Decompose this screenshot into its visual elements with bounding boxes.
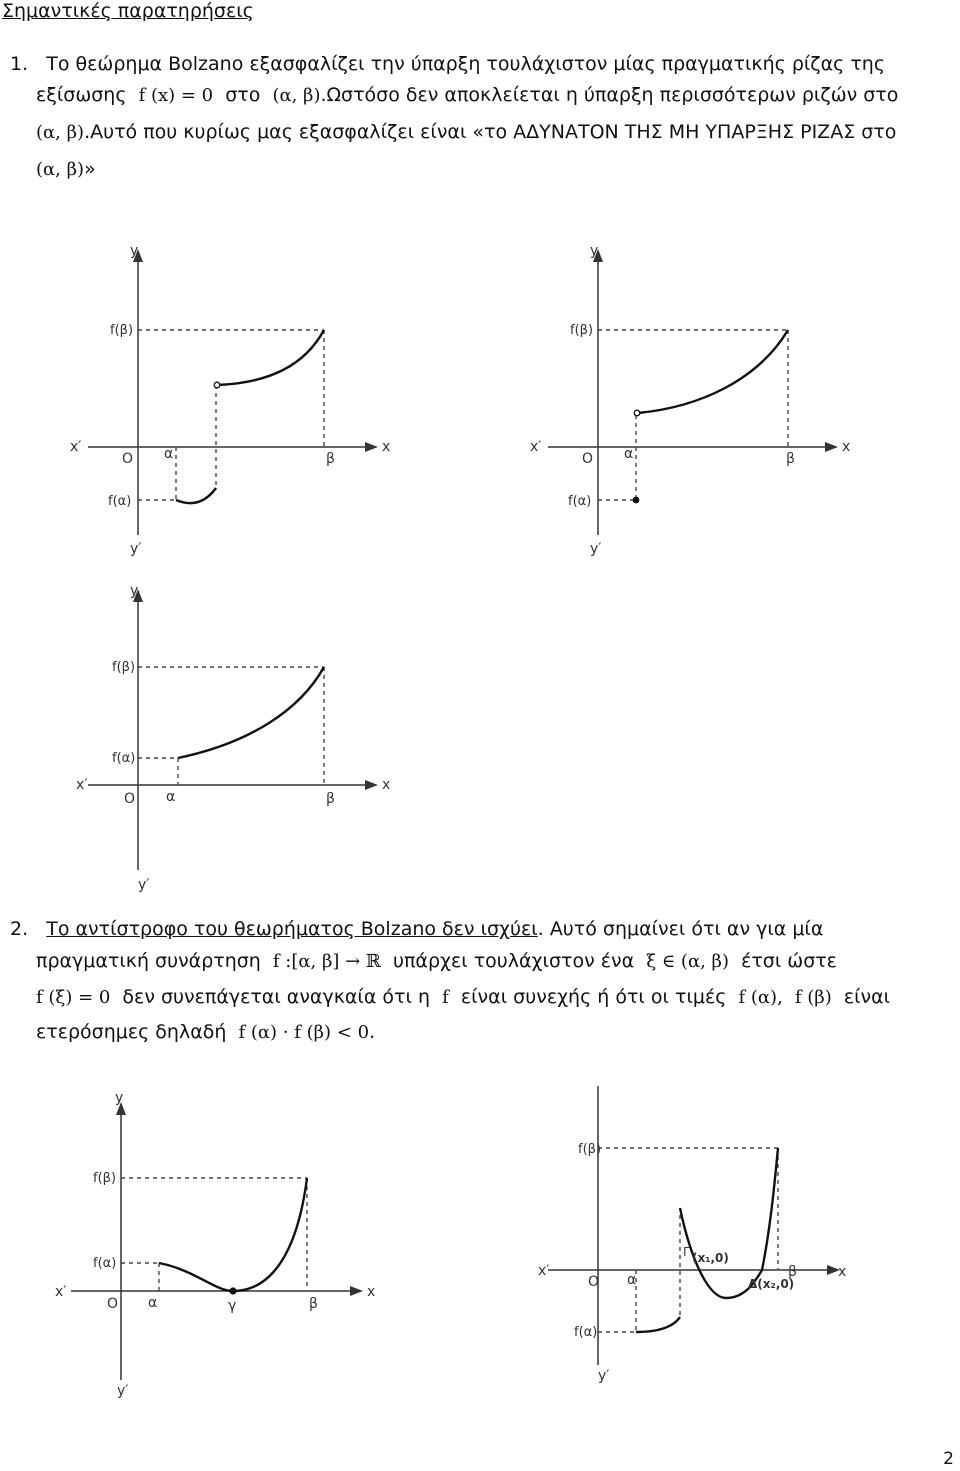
label-x-prime: x′ <box>55 1284 67 1300</box>
label-fb: f(β) <box>578 1142 602 1157</box>
note2-underlined: Το αντίστροφο του θεωρήματος Bolzano δεν ισχύει <box>46 918 538 940</box>
label-y: y <box>590 243 599 259</box>
label-y: y <box>130 243 139 259</box>
label-x: x <box>382 439 391 455</box>
note2-text2b: υπάρχει τουλάχιστον ένα <box>393 950 635 972</box>
note2-text1: . Αυτό σημαίνει ότι αν για μία <box>537 918 824 940</box>
label-fa: f(α) <box>93 1256 117 1271</box>
label-origin: O <box>588 1274 600 1290</box>
figure-no-root <box>60 575 400 895</box>
product-inequality: f (α) · f (β) < 0 <box>238 1022 370 1043</box>
label-fa: f(α) <box>108 494 132 509</box>
label-x-prime: x′ <box>530 439 542 455</box>
note1-number: 1. <box>10 53 29 75</box>
label-x-prime: x′ <box>538 1263 550 1279</box>
label-gamma: γ <box>228 1298 237 1314</box>
xi-in-interval: ξ ∈ (α, β) <box>646 951 729 972</box>
label-y-prime: y′ <box>130 541 142 557</box>
note2-line1 <box>10 917 823 941</box>
label-x: x <box>367 1284 376 1300</box>
curve-upper-branch <box>217 330 324 385</box>
curve-lower-branch <box>636 1317 680 1332</box>
label-y-prime: y′ <box>138 877 150 893</box>
label-fa: f(α) <box>112 751 136 766</box>
note1-text1: Το θεώρημα Bolzano εξασφαλίζει την ύπαρξη τουλάχιστον μίας πραγματικής ρίζας της <box>46 53 885 75</box>
x-arrow-icon <box>350 1286 363 1296</box>
note1-text2b: στο <box>225 84 261 106</box>
curve-lower-branch <box>176 488 216 503</box>
note1-text2c: .Ωστόσο δεν αποκλείεται η ύπαρξη περισσότερων ριζών στο <box>320 84 899 106</box>
label-fb: f(β) <box>93 1171 117 1186</box>
label-alpha: α <box>164 446 174 462</box>
label-origin: O <box>582 451 594 467</box>
note2-text4a: ετερόσημες δηλαδή <box>36 1021 227 1043</box>
label-alpha: α <box>166 789 176 805</box>
label-root-x2: Δ(x₂,0) <box>748 1277 795 1291</box>
note1-line4 <box>36 157 96 182</box>
page-number: 2 <box>943 1449 954 1469</box>
note2-text2a: πραγματική συνάρτηση <box>36 950 261 972</box>
note2-line2 <box>36 949 837 974</box>
curve-upper-branch <box>680 1148 778 1298</box>
label-y: y <box>130 583 139 599</box>
function-def: f :[α, β] → ℝ <box>272 951 381 972</box>
figure-isolated-point <box>520 235 860 565</box>
figure-root-same-sign <box>45 1080 395 1410</box>
label-x: x <box>382 777 391 793</box>
note2-text3a: δεν συνεπάγεται αναγκαία ότι η <box>122 986 430 1008</box>
label-beta: β <box>788 1264 797 1280</box>
note1-line2 <box>36 83 898 108</box>
label-x-prime: x′ <box>70 439 82 455</box>
value-fa: f (α), <box>738 987 783 1008</box>
label-beta: β <box>326 791 335 807</box>
label-root-x1: (x₁,0) <box>692 1251 729 1265</box>
isolated-point <box>633 497 640 504</box>
figure-discontinuous-two-roots <box>520 1080 870 1410</box>
label-fb: f(β) <box>570 323 594 338</box>
root-point <box>229 1287 236 1294</box>
note1-text2a: εξίσωσης <box>36 84 127 106</box>
curve-branch <box>178 667 324 758</box>
label-origin: O <box>124 791 136 807</box>
label-fb: f(β) <box>110 323 134 338</box>
label-origin: O <box>107 1296 119 1312</box>
label-x-prime: x′ <box>76 777 88 793</box>
label-x: x <box>838 1264 847 1280</box>
label-beta: β <box>326 451 335 467</box>
note2-line3 <box>36 985 890 1010</box>
note2-number: 2. <box>10 918 29 940</box>
label-y-prime: y′ <box>117 1383 129 1399</box>
note1-text3: .Αυτό που κυρίως μας εξασφαλίζει είναι «το ΑΔΥΝΑΤΟΝ ΤΗΣ ΜΗ ΥΠΑΡΞΗΣ ΡΙΖΑΣ στο <box>84 121 897 143</box>
label-origin: O <box>122 451 134 467</box>
interval-ab: (α, β) <box>36 122 85 143</box>
label-alpha: α <box>627 1272 637 1288</box>
x-arrow-icon <box>825 442 838 452</box>
interval-ab: (α, β) <box>272 85 321 106</box>
note2-line4 <box>36 1020 375 1045</box>
label-gamma-curve: Γ <box>683 1245 690 1259</box>
equation-fx-zero: f (x) = 0 <box>138 85 214 106</box>
equation-fxi-zero: f (ξ) = 0 <box>36 987 111 1008</box>
note1-text4: » <box>84 158 96 180</box>
note2-text3c: είναι <box>843 986 891 1008</box>
note1-line1 <box>10 52 885 76</box>
label-fb: f(β) <box>112 660 136 675</box>
curve-touching <box>159 1178 307 1291</box>
label-beta: β <box>309 1296 318 1312</box>
value-fb: f (β) <box>794 987 832 1008</box>
label-fa: f(α) <box>568 494 592 509</box>
interval-ab: (α, β) <box>36 159 85 180</box>
label-alpha: α <box>148 1295 158 1311</box>
x-arrow-icon <box>365 442 378 452</box>
label-beta: β <box>786 451 795 467</box>
label-y-prime: y′ <box>590 541 602 557</box>
figure-jump-discontinuity <box>60 235 400 565</box>
open-point <box>214 382 220 388</box>
symbol-f: f <box>442 987 449 1008</box>
label-fa: f(α) <box>574 1325 598 1340</box>
note1-line3 <box>36 120 896 145</box>
page-heading: Σημαντικές παρατηρήσεις <box>2 0 254 22</box>
x-arrow-icon <box>365 780 378 790</box>
label-alpha: α <box>624 446 634 462</box>
label-x: x <box>842 439 851 455</box>
label-y-prime: y′ <box>598 1368 610 1384</box>
curve-branch <box>638 330 788 413</box>
label-y: y <box>115 1090 124 1106</box>
note2-text3b: είναι συνεχής ή ότι οι τιμές <box>460 986 727 1008</box>
open-point <box>634 410 640 416</box>
note2-text2c: έτσι ώστε <box>741 950 837 972</box>
note2-text4b: . <box>369 1021 376 1043</box>
